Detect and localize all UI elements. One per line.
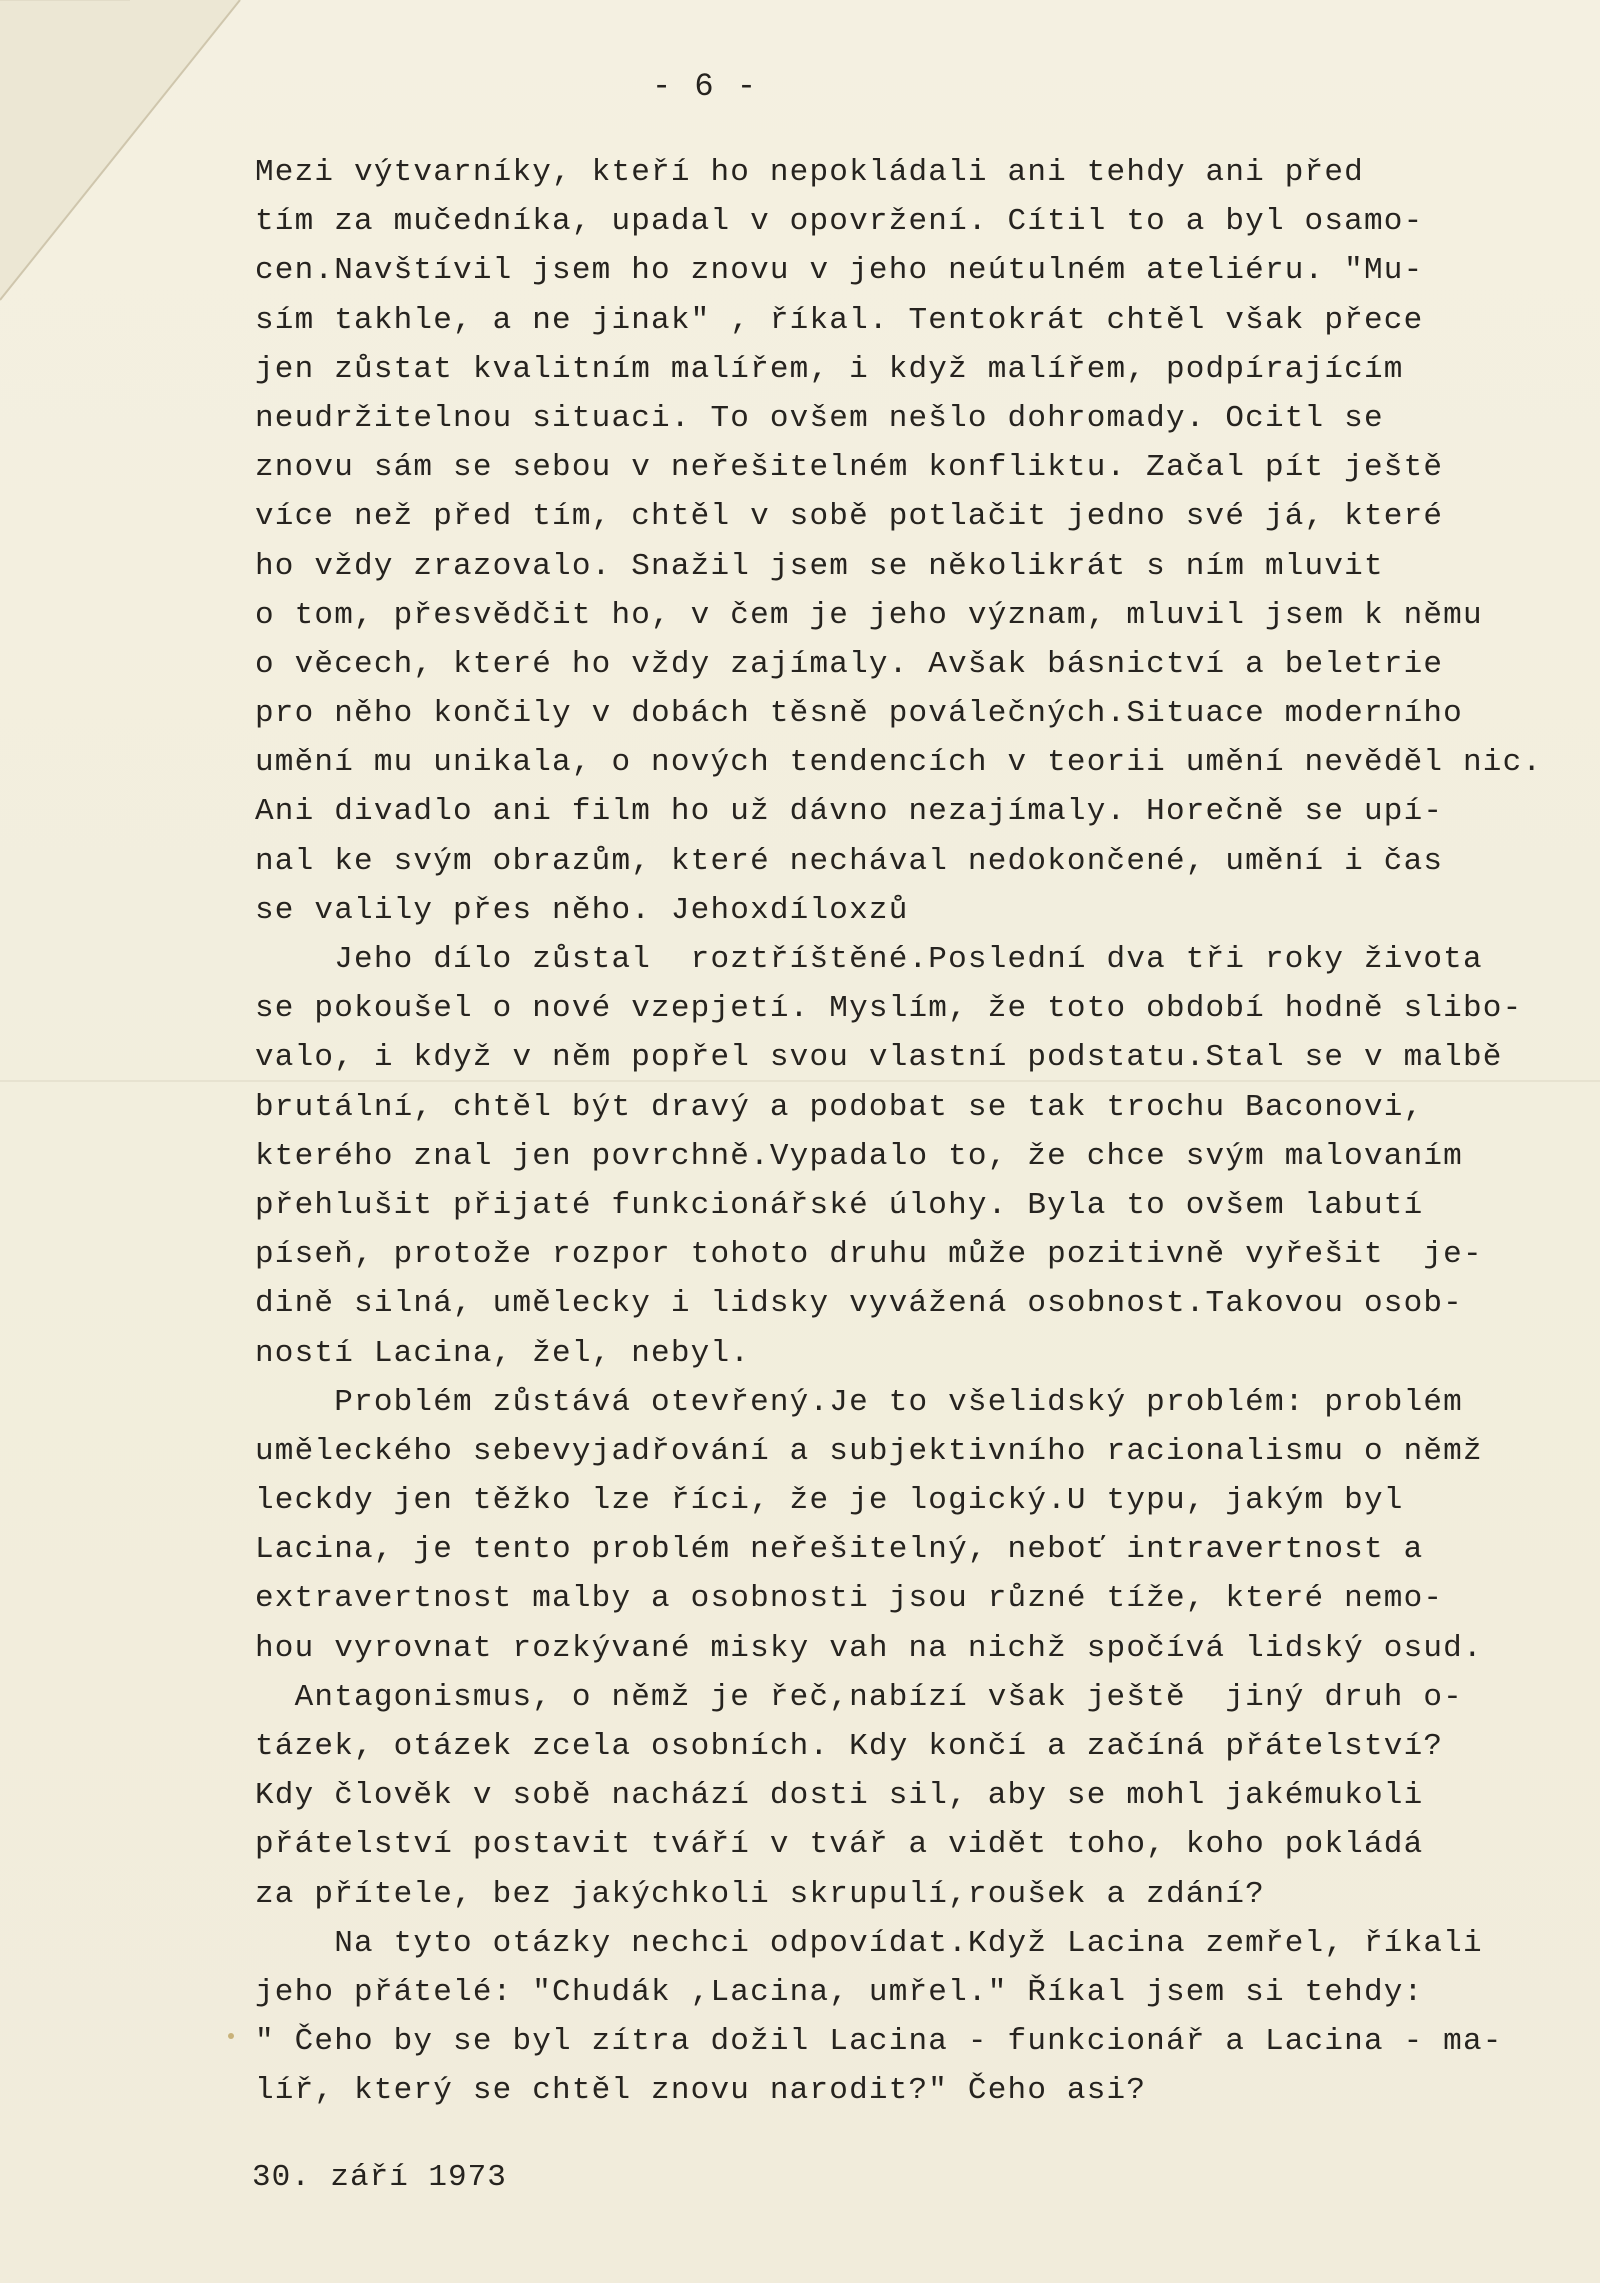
text-line: se valily přes něho. Jehoxdíloxzů	[255, 892, 909, 928]
text-line: cen.Navštívil jsem ho znovu v jeho neútulném ateliéru. "Mu-	[255, 253, 1424, 289]
text-line: valo, i když v něm popřel svou vlastní podstatu.Stal se v malbě	[255, 1040, 1503, 1076]
text-line: extravertnost malby a osobnosti jsou různé tíže, které nemo-	[255, 1581, 1444, 1617]
text-line: hou vyrovnat rozkývané misky vah na nichž spočívá lidský osud.	[255, 1630, 1483, 1666]
text-line: Jeho dílo zůstal roztříštěné.Poslední dva tři roky života	[255, 942, 1483, 977]
text-line: umění mu unikala, o nových tendencích v teorii umění nevěděl nic.	[255, 745, 1543, 781]
text-line: neudržitelnou situaci. To ovšem nešlo dohromady. Ocitl se	[255, 400, 1384, 436]
text-line: nal ke svým obrazům, které nechával nedokončené, umění i čas	[255, 843, 1444, 879]
text-line: za přítele, bez jakýchkoli skrupulí,roušek a zdání?	[255, 1876, 1265, 1912]
text-line: ho vždy zrazovalo. Snažil jsem se několikrát s ním mluvit	[255, 548, 1384, 584]
text-line: přehlušit přijaté funkcionářské úlohy. Byla to ovšem labutí	[255, 1187, 1424, 1223]
text-line: líř, který se chtěl znovu narodit?" Čeho asi?	[255, 2073, 1147, 2109]
text-line: více než před tím, chtěl v sobě potlačit jedno své já, které	[255, 499, 1444, 535]
text-line: leckdy jen těžko lze říci, že je logický.U typu, jakým byl	[255, 1483, 1404, 1519]
text-line: kterého znal jen povrchně.Vypadalo to, že chce svým malovaním	[255, 1138, 1463, 1174]
text-line: jen zůstat kvalitním malířem, i když malířem, podpírajícím	[255, 351, 1404, 387]
text-line: tím za mučedníka, upadal v opovržení. Cítil to a byl osamo-	[255, 204, 1424, 240]
date-line: 30. září 1973	[252, 2160, 507, 2195]
text-line: píseň, protože rozpor tohoto druhu může pozitivně vyřešit je-	[255, 1237, 1483, 1273]
text-line: tázek, otázek zcela osobních. Kdy končí a začíná přátelství?	[255, 1729, 1444, 1764]
text-line: přátelství postavit tváří v tvář a vidět toho, koho pokládá	[255, 1827, 1424, 1863]
ink-dot-mark	[228, 2033, 234, 2039]
text-line: Kdy člověk v sobě nachází dosti sil, aby se mohl jakémukoli	[255, 1778, 1424, 1814]
text-line: o tom, přesvědčit ho, v čem je jeho význam, mluvil jsem k němu	[255, 597, 1483, 633]
text-line: uměleckého sebevyjadřování a subjektivního racionalismu o němž	[255, 1433, 1483, 1469]
text-line: znovu sám se sebou v neřešitelném konfliktu. Začal pít ještě	[255, 450, 1444, 486]
text-line: o věcech, které ho vždy zajímaly. Avšak básnictví a beletrie	[255, 646, 1444, 682]
text-line: Problém zůstává otevřený.Je to všelidský problém: problém	[255, 1384, 1463, 1420]
text-line: pro něho končily v dobách těsně poválečných.Situace moderního	[255, 696, 1463, 732]
text-line: sím takhle, a ne jinak" , říkal. Tentokrát chtěl však přece	[255, 302, 1424, 338]
text-line: Lacina, je tento problém neřešitelný, neboť intravertnost a	[255, 1532, 1424, 1568]
text-line: dině silná, umělecky i lidsky vyvážená osobnost.Takovou osob-	[255, 1286, 1463, 1322]
text-line: Mezi výtvarníky, kteří ho nepokládali ani tehdy ani před	[255, 155, 1364, 190]
body-text	[255, 148, 1555, 2116]
text-line: jeho přátelé: "Chudák ,Lacina, umřel." Říkal jsem si tehdy:	[255, 1974, 1424, 2010]
text-line: se pokoušel o nové vzepjetí. Myslím, že toto období hodně slibo-	[255, 991, 1523, 1027]
text-line: Ani divadlo ani film ho už dávno nezajímaly. Horečně se upí-	[255, 794, 1444, 830]
text-line: Antagonismus, o němž je řeč,nabízí však ještě jiný druh o-	[255, 1679, 1463, 1715]
text-line: Na tyto otázky nechci odpovídat.Když Lacina zemřel, říkali	[255, 1925, 1483, 1961]
page-number: - 6 -	[652, 68, 759, 105]
folded-corner	[0, 0, 260, 320]
text-line: ností Lacina, žel, nebyl.	[255, 1335, 751, 1371]
text-line: brutální, chtěl být dravý a podobat se tak trochu Baconovi,	[255, 1089, 1424, 1125]
text-line: " Čeho by se byl zítra dožil Lacina - funkcionář a Lacina - ma-	[255, 2024, 1503, 2060]
